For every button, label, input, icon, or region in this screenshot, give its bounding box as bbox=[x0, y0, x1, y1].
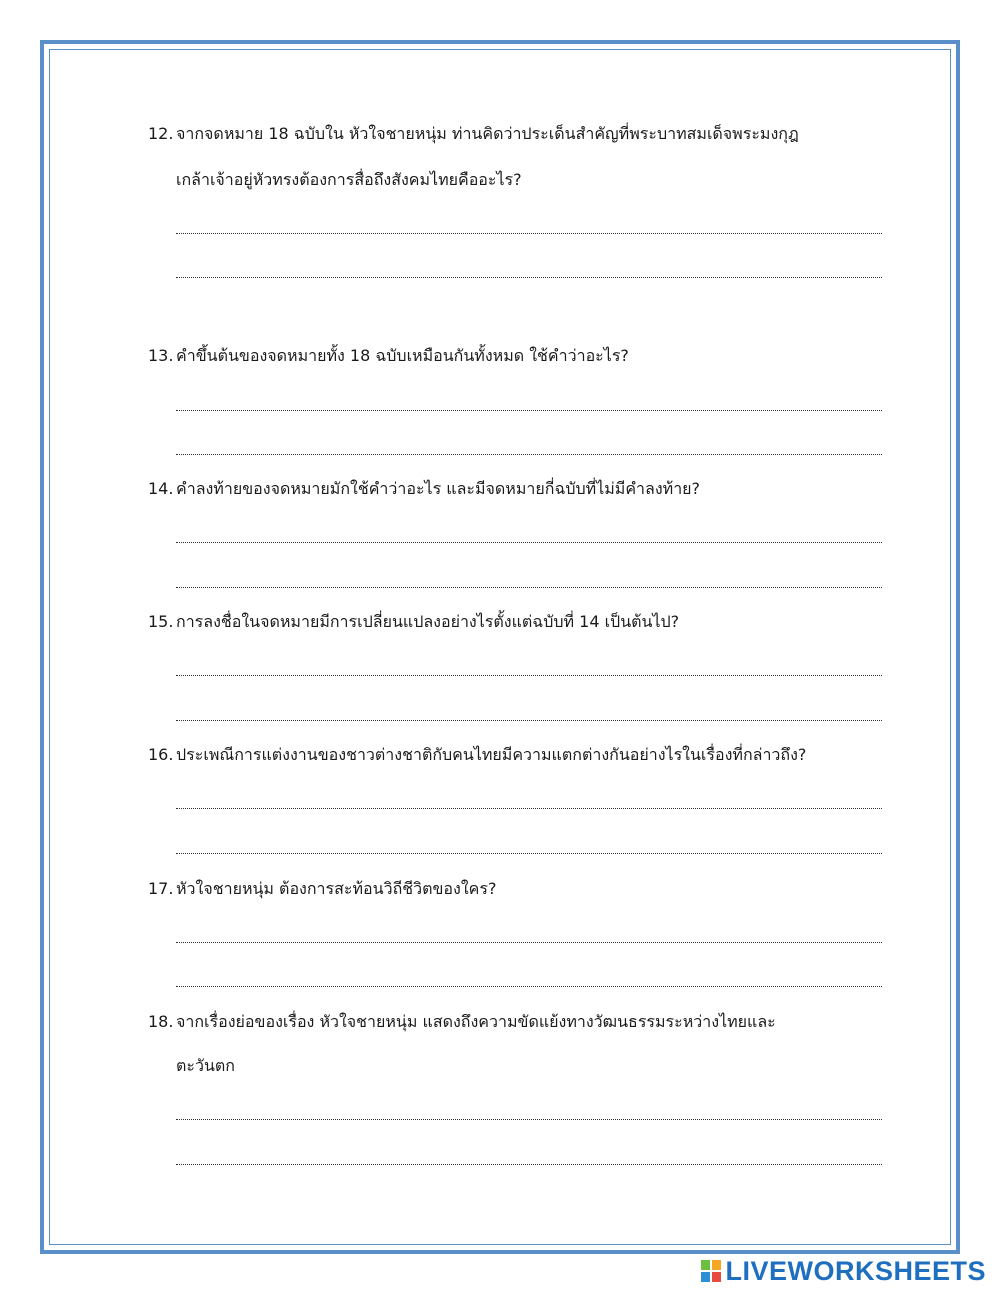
answer-15-line-1[interactable] bbox=[176, 653, 882, 676]
liveworksheets-logo-icon bbox=[701, 1260, 721, 1282]
answer-12-line-1[interactable] bbox=[176, 211, 882, 234]
question-text: คำขึ้นต้นของจดหมายทั้ง 18 ฉบับเหมือนกันทั้งหมด ใช้คำว่าอะไร? bbox=[176, 346, 629, 365]
question-number: 17. bbox=[148, 879, 174, 898]
question-text: จากจดหมาย 18 ฉบับใน หัวใจชายหนุ่ม ท่านคิดว่าประเด็นสำคัญที่พระบาทสมเด็จพระมงกุฎ bbox=[176, 124, 799, 143]
question-text: ประเพณีการแต่งงานของชาวต่างชาติกับคนไทยมีความแตกต่างกันอย่างไรในเรื่องที่กล่าวถึง? bbox=[176, 745, 807, 764]
answer-14-line-1[interactable] bbox=[176, 520, 882, 543]
answer-12-line-2[interactable] bbox=[176, 255, 882, 278]
liveworksheets-logo bbox=[701, 1256, 986, 1286]
brand-name: LIVEWORKSHEETS bbox=[725, 1255, 986, 1286]
answer-13-line-1[interactable] bbox=[176, 388, 882, 411]
question-number: 15. bbox=[148, 612, 174, 631]
question-number: 14. bbox=[148, 479, 174, 498]
answer-16-line-2[interactable] bbox=[176, 831, 882, 854]
question-number: 13. bbox=[148, 346, 174, 365]
answer-13-line-2[interactable] bbox=[176, 432, 882, 455]
answer-15-line-2[interactable] bbox=[176, 698, 882, 721]
question-text: การลงชื่อในจดหมายมีการเปลี่ยนแปลงอย่างไรตั้งแต่ฉบับที่ 14 เป็นต้นไป? bbox=[176, 612, 680, 631]
question-number: 16. bbox=[148, 745, 174, 764]
question-number: 12. bbox=[148, 124, 174, 143]
question-number: 18. bbox=[148, 1012, 174, 1031]
question-text: คำลงท้ายของจดหมายมักใช้คำว่าอะไร และมีจดหมายกี่ฉบับที่ไม่มีคำลงท้าย? bbox=[176, 479, 701, 498]
question-text: จากเรื่องย่อของเรื่อง หัวใจชายหนุ่ม แสดงถึงความขัดแย้งทางวัฒนธรรมระหว่างไทยและ bbox=[176, 1012, 776, 1031]
question-text-continued: เกล้าเจ้าอยู่หัวทรงต้องการสื่อถึงสังคมไทยคืออะไร? bbox=[176, 170, 522, 189]
answer-17-line-1[interactable] bbox=[176, 920, 882, 943]
answer-16-line-1[interactable] bbox=[176, 786, 882, 809]
answer-18-line-2[interactable] bbox=[176, 1142, 882, 1165]
question-text-continued: ตะวันตก bbox=[176, 1056, 235, 1075]
answer-14-line-2[interactable] bbox=[176, 565, 882, 588]
answer-18-line-1[interactable] bbox=[176, 1097, 882, 1120]
answer-17-line-2[interactable] bbox=[176, 964, 882, 987]
question-text: หัวใจชายหนุ่ม ต้องการสะท้อนวิถีชีวิตของใคร? bbox=[176, 879, 497, 898]
